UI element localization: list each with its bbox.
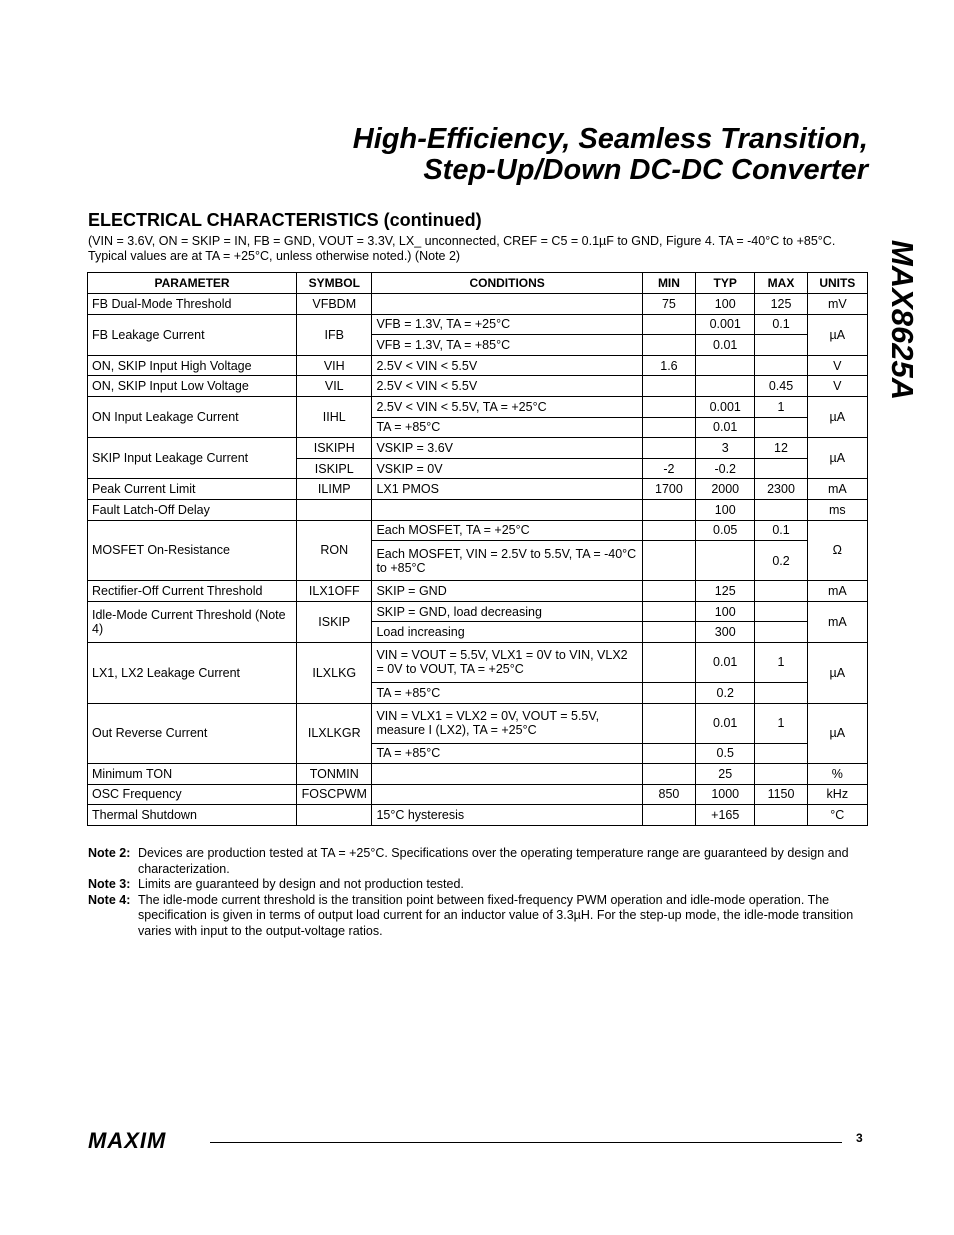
max-cell: 1: [755, 703, 807, 743]
conditions-cell: Each MOSFET, TA = +25°C: [372, 520, 642, 541]
max-cell: [755, 805, 807, 826]
conditions-cell: 2.5V < VIN < 5.5V: [372, 376, 642, 397]
conditions-cell: VFB = 1.3V, TA = +25°C: [372, 314, 642, 335]
typ-cell: 0.5: [696, 743, 755, 764]
min-cell: 75: [642, 294, 695, 315]
max-cell: [755, 355, 807, 376]
min-cell: [642, 805, 695, 826]
typ-cell: +165: [696, 805, 755, 826]
units-cell: %: [807, 764, 867, 785]
conditions-cell: TA = +85°C: [372, 417, 642, 438]
symbol-cell: FOSCPWM: [297, 784, 372, 805]
note-label: Note 3:: [88, 877, 131, 891]
conditions-cell: VFB = 1.3V, TA = +85°C: [372, 335, 642, 356]
max-cell: 0.1: [755, 314, 807, 335]
max-cell: [755, 458, 807, 479]
title-line-1: High-Efficiency, Seamless Transition,: [352, 123, 868, 155]
typ-cell: 3: [696, 438, 755, 459]
min-cell: [642, 417, 695, 438]
table-row: [88, 499, 868, 520]
typ-cell: 0.001: [696, 314, 755, 335]
typ-cell: 0.01: [696, 335, 755, 356]
parameter-cell: ON, SKIP Input Low Voltage: [88, 376, 297, 397]
min-cell: [642, 499, 695, 520]
typ-cell: 0.001: [696, 396, 755, 417]
parameter-cell: Idle-Mode Current Threshold (Note 4): [88, 601, 297, 642]
parameter-cell: Rectifier-Off Current Threshold: [88, 581, 297, 602]
symbol-cell: ILXLKGR: [297, 703, 372, 764]
header-cell: SYMBOL: [297, 273, 372, 294]
typ-cell: -0.2: [696, 458, 755, 479]
max-cell: [755, 622, 807, 643]
max-cell: 2300: [755, 479, 807, 500]
min-cell: [642, 764, 695, 785]
min-cell: [642, 396, 695, 417]
electrical-characteristics-table: [87, 272, 868, 826]
max-cell: [755, 764, 807, 785]
conditions-cell: TA = +85°C: [372, 743, 642, 764]
note-item: [88, 877, 868, 893]
typ-cell: [696, 376, 755, 397]
conditions-cell: Each MOSFET, VIN = 2.5V to 5.5V, TA = -40°C to +85°C: [372, 541, 642, 581]
parameter-cell: MOSFET On-Resistance: [88, 520, 297, 581]
parameter-cell: OSC Frequency: [88, 784, 297, 805]
header-cell: CONDITIONS: [372, 273, 642, 294]
table-row: [88, 703, 868, 743]
units-cell: ms: [807, 499, 867, 520]
symbol-cell: ISKIPH: [297, 438, 372, 459]
max-cell: 1: [755, 396, 807, 417]
typ-cell: 100: [696, 499, 755, 520]
units-cell: mA: [807, 581, 867, 602]
conditions-cell: [372, 294, 642, 315]
conditions-cell: [372, 499, 642, 520]
symbol-cell: ILX1OFF: [297, 581, 372, 602]
table-row: [88, 438, 868, 459]
min-cell: [642, 314, 695, 335]
units-cell: mA: [807, 479, 867, 500]
note-text: Limits are guaranteed by design and not production tested.: [138, 877, 464, 891]
symbol-cell: [297, 805, 372, 826]
conditions-cell: 15°C hysteresis: [372, 805, 642, 826]
typ-cell: 125: [696, 581, 755, 602]
conditions-cell: LX1 PMOS: [372, 479, 642, 500]
typ-cell: 100: [696, 601, 755, 622]
units-cell: µA: [807, 396, 867, 437]
min-cell: [642, 335, 695, 356]
symbol-cell: VIH: [297, 355, 372, 376]
conditions-cell: SKIP = GND, load decreasing: [372, 601, 642, 622]
typ-cell: 300: [696, 622, 755, 643]
max-cell: 1: [755, 642, 807, 682]
conditions-cell: VIN = VLX1 = VLX2 = 0V, VOUT = 5.5V, measure I (LX2), TA = +25°C: [372, 703, 642, 743]
typ-cell: 100: [696, 294, 755, 315]
table-row: [88, 355, 868, 376]
symbol-cell: [297, 499, 372, 520]
max-cell: 1150: [755, 784, 807, 805]
units-cell: V: [807, 355, 867, 376]
parameter-cell: LX1, LX2 Leakage Current: [88, 642, 297, 703]
header-cell: TYP: [696, 273, 755, 294]
test-conditions-line-2: Typical values are at TA = +25°C, unless otherwise noted.) (Note 2): [88, 249, 461, 263]
units-cell: mV: [807, 294, 867, 315]
typ-cell: 0.05: [696, 520, 755, 541]
typ-cell: 0.01: [696, 642, 755, 682]
max-cell: [755, 743, 807, 764]
min-cell: [642, 682, 695, 703]
units-cell: µA: [807, 642, 867, 703]
parameter-cell: ON, SKIP Input High Voltage: [88, 355, 297, 376]
max-cell: [755, 499, 807, 520]
units-cell: µA: [807, 314, 867, 355]
symbol-cell: ILIMP: [297, 479, 372, 500]
max-cell: [755, 601, 807, 622]
conditions-cell: Load increasing: [372, 622, 642, 643]
header-cell: PARAMETER: [88, 273, 297, 294]
max-cell: [755, 335, 807, 356]
min-cell: 1.6: [642, 355, 695, 376]
table-row: [88, 764, 868, 785]
max-cell: 125: [755, 294, 807, 315]
table-header-row: [88, 273, 868, 294]
symbol-cell: ILXLKG: [297, 642, 372, 703]
units-cell: µA: [807, 438, 867, 479]
note-text: The idle-mode current threshold is the transition point between fixed-frequency PWM operation and idle-mode operation. The specification is given in terms of output load current for an inductor value of 3.3µH. For the step-up mode, the idle-mode transition varies with input to the output-voltage ratios.: [138, 892, 854, 938]
max-cell: 12: [755, 438, 807, 459]
table-row: [88, 479, 868, 500]
min-cell: [642, 642, 695, 682]
parameter-cell: FB Leakage Current: [88, 314, 297, 355]
conditions-cell: [372, 764, 642, 785]
units-cell: µA: [807, 703, 867, 764]
typ-cell: 0.01: [696, 703, 755, 743]
conditions-cell: SKIP = GND: [372, 581, 642, 602]
table-row: [88, 294, 868, 315]
parameter-cell: Minimum TON: [88, 764, 297, 785]
typ-cell: 2000: [696, 479, 755, 500]
table-row: [88, 520, 868, 541]
table-row: [88, 314, 868, 335]
typ-cell: 0.01: [696, 417, 755, 438]
footer-rule: [210, 1142, 842, 1143]
parameter-cell: Fault Latch-Off Delay: [88, 499, 297, 520]
table-row: [88, 581, 868, 602]
max-cell: [755, 581, 807, 602]
table-row: [88, 376, 868, 397]
note-label: Note 4:: [88, 892, 131, 907]
parameter-cell: Peak Current Limit: [88, 479, 297, 500]
note-text: Devices are production tested at TA = +25°C. Specifications over the operating temperature range are guaranteed by design and characterization.: [138, 846, 849, 876]
parameter-cell: Out Reverse Current: [88, 703, 297, 764]
table-row: [88, 601, 868, 622]
min-cell: [642, 438, 695, 459]
page-title: [200, 124, 868, 186]
page-number: 3: [856, 1131, 863, 1145]
symbol-cell: RON: [297, 520, 372, 581]
typ-cell: 0.2: [696, 682, 755, 703]
note-item: [88, 893, 868, 940]
notes: [88, 846, 868, 939]
units-cell: kHz: [807, 784, 867, 805]
min-cell: [642, 376, 695, 397]
symbol-cell: ISKIPL: [297, 458, 372, 479]
table-row: [88, 642, 868, 682]
typ-cell: [696, 355, 755, 376]
maxim-logo: MAXIM: [88, 1128, 167, 1153]
test-conditions: [88, 234, 888, 264]
units-cell: mA: [807, 601, 867, 642]
min-cell: -2: [642, 458, 695, 479]
conditions-cell: VSKIP = 0V: [372, 458, 642, 479]
conditions-cell: VIN = VOUT = 5.5V, VLX1 = 0V to VIN, VLX2 = 0V to VOUT, TA = +25°C: [372, 642, 642, 682]
note-item: [88, 846, 868, 877]
symbol-cell: IIHL: [297, 396, 372, 437]
units-cell: V: [807, 376, 867, 397]
header-cell: MAX: [755, 273, 807, 294]
typ-cell: 1000: [696, 784, 755, 805]
typ-cell: [696, 541, 755, 581]
typ-cell: 25: [696, 764, 755, 785]
max-cell: [755, 417, 807, 438]
table-row: [88, 784, 868, 805]
symbol-cell: IFB: [297, 314, 372, 355]
section-heading: ELECTRICAL CHARACTERISTICS (continued): [88, 210, 482, 230]
max-cell: 0.2: [755, 541, 807, 581]
min-cell: 1700: [642, 479, 695, 500]
symbol-cell: ISKIP: [297, 601, 372, 642]
min-cell: [642, 541, 695, 581]
test-conditions-line-1: (VIN = 3.6V, ON = SKIP = IN, FB = GND, VOUT = 3.3V, LX_ unconnected, CREF = C5 = 0.1µF to GND, Figure 4. TA = -40°C to +85°C.: [88, 234, 836, 248]
symbol-cell: TONMIN: [297, 764, 372, 785]
parameter-cell: FB Dual-Mode Threshold: [88, 294, 297, 315]
max-cell: 0.1: [755, 520, 807, 541]
title-line-2: Step-Up/Down DC-DC Converter: [423, 154, 868, 186]
min-cell: [642, 622, 695, 643]
table-row: [88, 396, 868, 417]
max-cell: 0.45: [755, 376, 807, 397]
symbol-cell: VFBDM: [297, 294, 372, 315]
units-cell: Ω: [807, 520, 867, 581]
header-cell: MIN: [642, 273, 695, 294]
note-label: Note 2:: [88, 846, 131, 860]
conditions-cell: [372, 784, 642, 805]
conditions-cell: VSKIP = 3.6V: [372, 438, 642, 459]
symbol-cell: VIL: [297, 376, 372, 397]
conditions-cell: 2.5V < VIN < 5.5V, TA = +25°C: [372, 396, 642, 417]
units-cell: °C: [807, 805, 867, 826]
min-cell: [642, 703, 695, 743]
min-cell: [642, 743, 695, 764]
conditions-cell: 2.5V < VIN < 5.5V: [372, 355, 642, 376]
side-part-label: MAX8625A: [885, 239, 920, 401]
min-cell: [642, 581, 695, 602]
parameter-cell: Thermal Shutdown: [88, 805, 297, 826]
min-cell: 850: [642, 784, 695, 805]
min-cell: [642, 520, 695, 541]
min-cell: [642, 601, 695, 622]
header-cell: UNITS: [807, 273, 867, 294]
parameter-cell: ON Input Leakage Current: [88, 396, 297, 437]
max-cell: [755, 682, 807, 703]
parameter-cell: SKIP Input Leakage Current: [88, 438, 297, 479]
conditions-cell: TA = +85°C: [372, 682, 642, 703]
table-row: [88, 805, 868, 826]
